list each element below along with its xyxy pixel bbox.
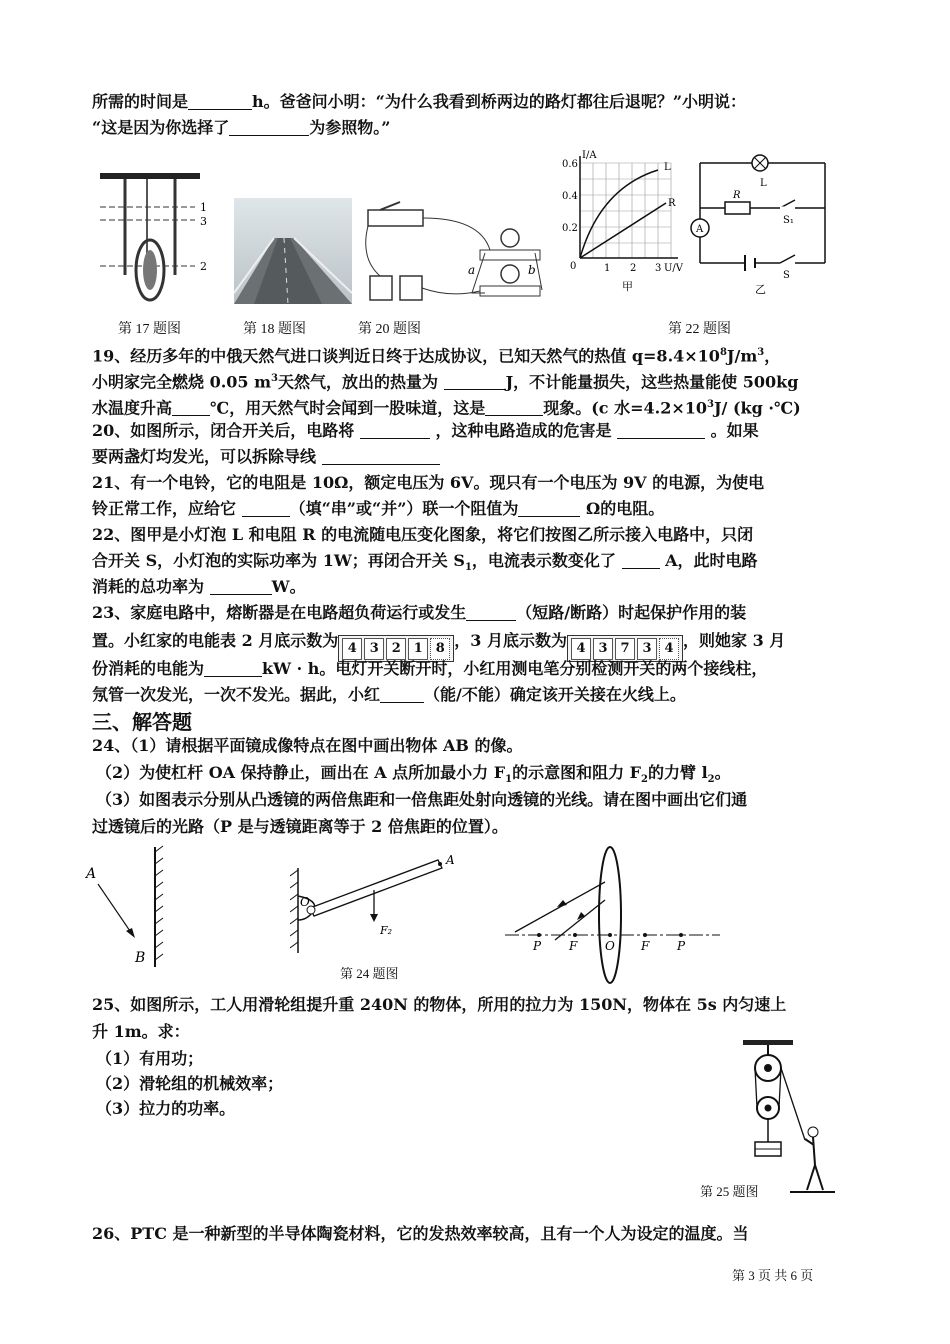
fig22-y02: 0.2: [562, 223, 578, 234]
fig22-x2: 2: [630, 263, 637, 274]
meter-feb-digit: 4: [342, 638, 362, 660]
lens-label-P-right: P: [677, 939, 686, 953]
fig22-x1: 1: [604, 263, 611, 274]
text-line-2: “这是因为你选择了 为参照物。”: [92, 118, 391, 137]
q20-line-2: 要两盏灯均发光，可以拆除导线: [92, 447, 440, 467]
fig22yi-ammeter: A: [696, 224, 704, 235]
fig20-label-b: b: [528, 263, 536, 277]
q21-line-1: 21、有一个电铃，它的电阻是 10Ω，额定电压为 6V。现只有一个电压为 9V 的电源，为使电: [92, 473, 765, 492]
fig22-jia-label: 甲: [622, 280, 633, 293]
q19-line-3: 水温度升高 ℃，用天然气时会闻到一股味道，这是 现象。(c 水$=4.2\times 10^3J/$ (kg ·℃): [92, 398, 801, 418]
lever-label-A: A: [446, 853, 455, 867]
figure-22-jia: [560, 148, 690, 308]
mirror-label-B: B: [135, 950, 146, 966]
fig22-curve-L: L: [664, 162, 671, 173]
lens-label-O: O: [605, 939, 615, 953]
q23-line-1: 23、家庭电路中，熔断器是在电路超负荷运行或发生 （短路/断路）时起保护作用的装: [92, 603, 747, 622]
q24-line-1: 24、（1）请根据平面镜成像特点在图中画出物体 AB 的像。: [92, 736, 523, 755]
q24-line-3: （3）如图表示分别从凸透镜的两倍焦距和一倍焦距处射向透镜的光线。请在图中画出它们通: [96, 790, 748, 809]
fig22yi-L: L: [760, 178, 767, 189]
fig22-y04: 0.4: [562, 191, 578, 202]
figure-24-lever: [290, 848, 465, 958]
fig17-label-3: 3: [200, 215, 207, 228]
q21-line-2: 铃正常工作，应给它 （填“串”或“并”）联一个阻值为 Ω的电阻。: [92, 499, 665, 518]
meter-feb-digit: 3: [364, 638, 384, 660]
fig22-x3: 3: [655, 263, 662, 274]
lens-label-F-left: F: [569, 939, 578, 953]
figure-17: [95, 165, 210, 310]
meter-mar-digit: 3: [637, 638, 657, 660]
fig20-label-a: a: [468, 263, 476, 277]
meter-feb: [338, 635, 454, 662]
fig22-y06: 0.6: [562, 159, 578, 170]
q25-line-2: 升 1m。求：: [92, 1022, 190, 1041]
q25-item-1: （1）有用功；: [96, 1049, 204, 1068]
fig22yi-S1: S₁: [783, 215, 794, 226]
q23-line-3: 份消耗的电能为 kW · h。电灯开关断开时，小红用测电笔分别检测开关的两个接线柱，: [92, 659, 768, 678]
caption-22: 第 22 题图: [668, 322, 731, 337]
lever-label-O: O: [300, 895, 310, 909]
fig17-label-1: 1: [200, 201, 207, 214]
meter-mar: [567, 635, 683, 662]
figure-18: [234, 198, 352, 304]
page-footer: 第 3 页 共 6 页: [732, 1268, 814, 1283]
mirror-label-A: A: [86, 866, 97, 882]
figure-25-pulley: [735, 1040, 835, 1200]
q24-line-2: （2）为使杠杆 OA 保持静止，画出在 A 点所加最小力 $F_1$的示意图和阻力 $F_2$的力臂 $l_2$。: [96, 763, 731, 786]
figure-24-lens: [505, 842, 720, 987]
q24-line-4: 过透镜后的光路（P 是与透镜距离等于 2 倍焦距的位置）。: [92, 817, 508, 836]
q26-line-1: 26、PTC 是一种新型的半导体陶瓷材料，它的发热效率较高，且有一个人为设定的温度。当: [92, 1224, 749, 1243]
q25-item-2: （2）滑轮组的机械效率；: [96, 1074, 284, 1093]
meter-mar-decimal: 4: [659, 638, 679, 660]
caption-25: 第 25 题图: [700, 1184, 759, 1199]
q22-line-2: 合开关 S，小灯泡的实际功率为 1W；再闭合开关 $S_1$，电流表示数变化了 A，此时电路: [92, 551, 758, 574]
section-heading-3: 三、解答题: [92, 710, 192, 734]
caption-18: 第 18 题图: [243, 322, 306, 337]
meter-feb-digit: 1: [408, 638, 428, 660]
fig22yi-R: R: [733, 190, 741, 201]
fig22-origin: 0: [570, 261, 577, 272]
fig22-xlabel: U/V: [664, 263, 684, 274]
fig17-label-2: 2: [200, 260, 207, 273]
lever-label-F2: F₂: [380, 924, 393, 937]
q25-line-1: 25、如图所示，工人用滑轮组提升重 240N 的物体，所用的拉力为 150N，物体在 5s 内匀速上: [92, 995, 787, 1014]
q22-line-3: 消耗的总功率为 W。: [92, 577, 306, 596]
q19-line-2: 小明家完全燃烧 0.05 $m^3$天然气，放出的热量为 J，不计能量损失，这些热量能使 500kg: [92, 372, 799, 392]
text-line-1: 所需的时间是 h。爸爸问小明：“为什么我看到桥两边的路灯都往后退呢？”小明说：: [92, 92, 747, 111]
caption-24: 第 24 题图: [340, 966, 399, 981]
q25-item-3: （3）拉力的功率。: [96, 1099, 236, 1118]
q20-line-1: 20、如图所示，闭合开关后，电路将 ，这种电路造成的危害是 。如果: [92, 421, 759, 440]
meter-mar-digit: 7: [615, 638, 635, 660]
figure-20: [360, 198, 545, 310]
q23-line-4: 氖管一次发光，一次不发光。据此，小红 （能/不能）确定该开关接在火线上。: [92, 685, 686, 704]
fig22-curve-R: R: [668, 198, 676, 209]
meter-feb-digit: 2: [386, 638, 406, 660]
fig22-yi-label: 乙: [755, 283, 766, 296]
q23-line-2: 置。小红家的电能表 2 月底示数为 4 3 2 1 8 ，3 月底示数为 4 3 7 3 4 ，则她家 3 月: [92, 631, 785, 662]
meter-feb-decimal: 8: [430, 638, 450, 660]
lens-label-P-left: P: [533, 939, 542, 953]
q19-line-1: 19、经历多年的中俄天然气进口谈判近日终于达成协议，已知天然气的热值 $q=8.4\times 10^8J/m^3$，: [92, 346, 781, 366]
meter-mar-digit: 3: [593, 638, 613, 660]
fig22yi-S: S: [783, 270, 790, 281]
meter-mar-digit: 4: [571, 638, 591, 660]
q22-line-1: 22、图甲是小灯泡 L 和电阻 R 的电流随电压变化图象，将它们按图乙所示接入电路中，只闭: [92, 525, 754, 544]
fig22-ylabel: I/A: [582, 150, 597, 161]
figure-22-yi: [685, 148, 840, 298]
figure-24-mirror: [80, 842, 190, 972]
lens-label-F-right: F: [641, 939, 650, 953]
caption-20: 第 20 题图: [358, 322, 421, 337]
caption-17: 第 17 题图: [118, 322, 181, 337]
